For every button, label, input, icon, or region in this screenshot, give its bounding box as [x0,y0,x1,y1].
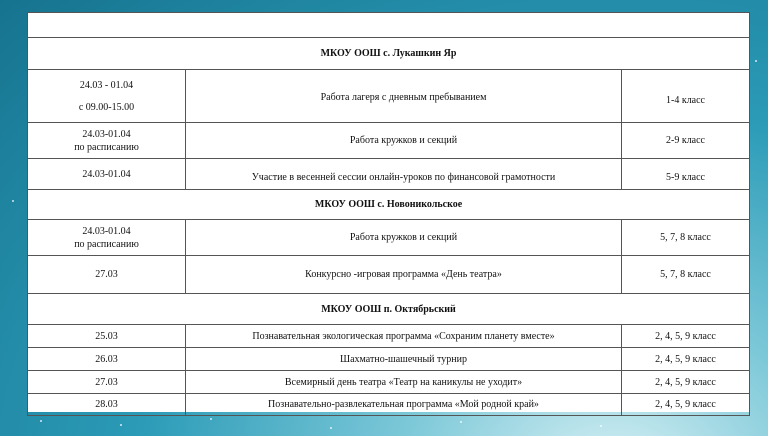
grade-cell: 2, 4, 5, 9 класс [622,348,750,371]
date-cell [28,159,186,190]
date-line: 24.03-01.04 [82,168,131,180]
date-cell: 28.03 [28,394,186,416]
event-cell: Познавательная экологическая программа «Сохраним планету вместе» [186,325,622,348]
date-line: 24.03-01.04 [82,128,131,140]
date-cell [28,220,186,256]
date-cell [28,256,186,294]
schedule-sheet [27,12,749,412]
date-line: 24.03 - 01.04 [79,79,134,91]
date-line: 27.03 [95,269,118,280]
date-line: 24.03-01.04 [82,225,131,237]
event-cell: Работа кружков и секций [186,220,622,256]
event-cell: Шахматно-шашечный турнир [186,348,622,371]
schedule-table [27,12,750,416]
grade-cell: 2-9 класс [622,123,750,159]
event-cell: Всемирный день театра «Театр на каникулы не уходит» [186,371,622,394]
date-cell: 27.03 [28,371,186,394]
grade-cell: 2, 4, 5, 9 класс [622,394,750,416]
time-line: с 09.00-15.00 [78,101,135,113]
event-cell: Конкурсно -игровая программа «День театра» [186,256,622,294]
grade-cell: 1-4 класс [622,70,750,123]
section-title: МКОУ ООШ п. Октябрьский [28,294,750,325]
table-top-blank [28,13,750,38]
schedule-note: по расписанию [74,238,139,250]
schedule-note: по расписанию [74,141,139,153]
date-cell: 26.03 [28,348,186,371]
event-cell: Работа кружков и секций [186,123,622,159]
grade-cell: 5, 7, 8 класс [622,256,750,294]
event-cell: Познавательно-развлекательная программа «Мой родной край» [186,394,622,416]
grade-cell: 2, 4, 5, 9 класс [622,371,750,394]
date-cell [28,70,186,123]
grade-cell: 5-9 класс [622,159,750,190]
section-title: МКОУ ООШ с. Лукашкин Яр [28,38,750,70]
event-cell: Работа лагеря с дневным пребыванием [186,70,622,123]
date-cell: 25.03 [28,325,186,348]
event-cell: Участие в весенней сессии онлайн-уроков по финансовой грамотности [186,159,622,190]
grade-cell: 5, 7, 8 класс [622,220,750,256]
grade-cell: 2, 4, 5, 9 класс [622,325,750,348]
date-cell [28,123,186,159]
section-title: МКОУ ООШ с. Новоникольское [28,190,750,220]
